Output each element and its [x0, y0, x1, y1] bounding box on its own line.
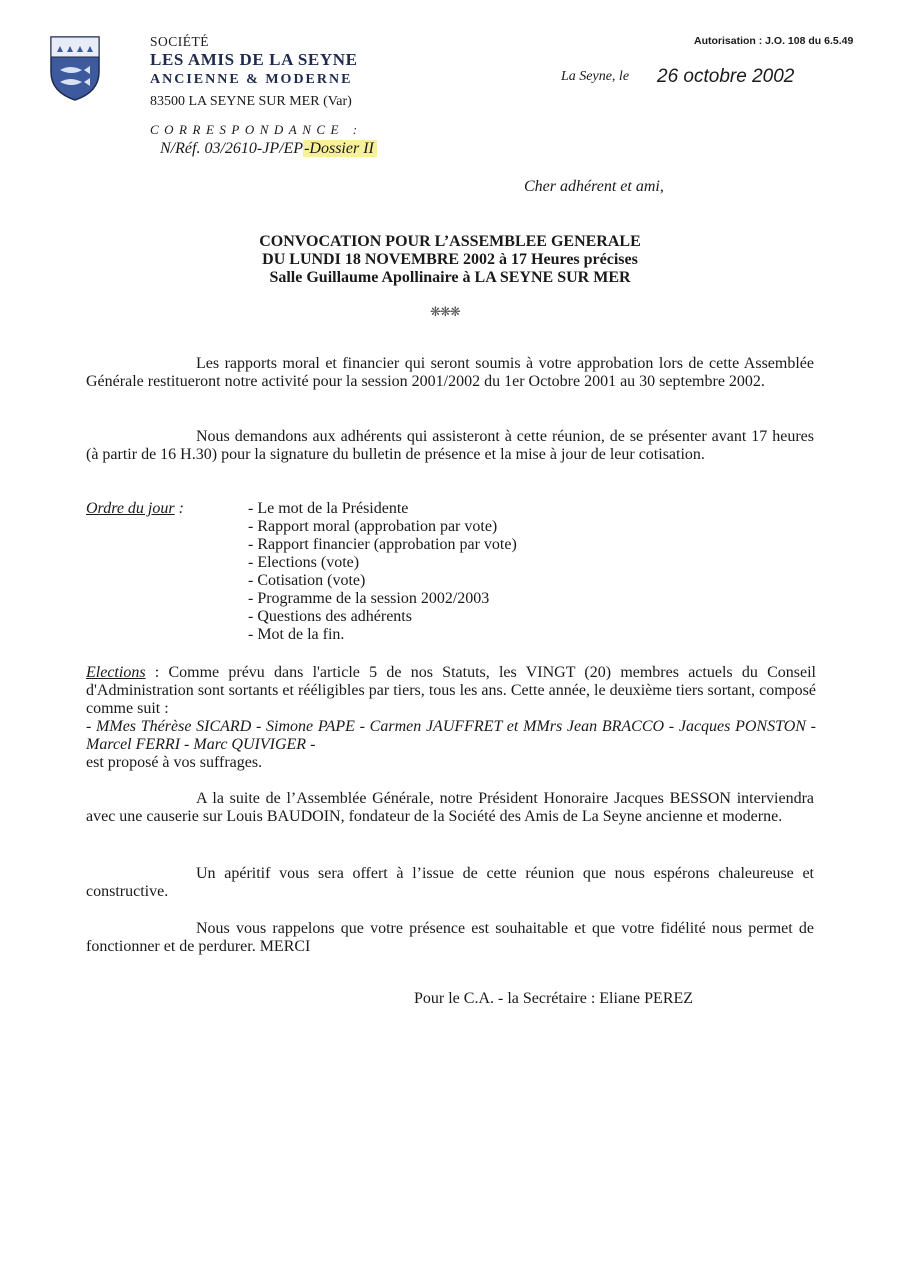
reference-number: N/Réf. 03/2610-JP/EP — [160, 140, 304, 157]
elections-label: Elections — [86, 664, 146, 681]
agenda-list — [248, 500, 517, 644]
agenda-item: - Programme de la session 2002/2003 — [248, 590, 490, 607]
agenda-item: - Elections (vote) — [248, 554, 360, 571]
elections-text: : Comme prévu dans l'article 5 de nos Statuts, les VINGT (20) membres actuels du Conseil d'Administration sont sortants et rééligibles par tiers, tous les ans. Cette année, le deuxième tiers sortant, composé comme suit : — [86, 664, 816, 717]
org-name: LES AMIS DE LA SEYNE — [150, 50, 358, 69]
signature-line: Pour le C.A. - la Secrétaire : Eliane PEREZ — [414, 990, 694, 1007]
agenda-item: - Rapport financier (approbation par vote) — [248, 536, 517, 553]
paragraph-reports: Les rapports moral et financier qui seront soumis à votre approbation lors de cette Assemblée Générale restitueront notre activité pour la session 2001/2002 du 1er Octobre 2001 au 30 septembre 2002. — [86, 355, 814, 390]
org-subtitle: ANCIENNE & MODERNE — [150, 72, 353, 87]
agenda-label-text: Ordre du jour — [86, 500, 175, 517]
elections-candidates: - MMes Thérèse SICARD - Simone PAPE - Carmen JAUFFRET et MMrs Jean BRACCO - Jacques PONSTON - Marcel FERRI - Marc QUIVIGER - — [86, 718, 816, 753]
org-address: 83500 LA SEYNE SUR MER (Var) — [150, 94, 352, 109]
reference-line — [160, 140, 377, 158]
paragraph-arrival: Nous demandons aux adhérents qui assisteront à cette réunion, de se présenter avant 17 heures (à partir de 16 H.30) pour la signature du bulletin de présence et la mise à jour de leur cotisation. — [86, 428, 814, 463]
agenda-item: - Cotisation (vote) — [248, 572, 366, 589]
elections-section — [86, 664, 816, 772]
paragraph-aperitif: Un apéritif vous sera offert à l’issue de cette réunion que nous espérons chaleureuse et constructive. — [86, 865, 814, 900]
title-line-1: CONVOCATION POUR L’ASSEMBLEE GENERALE — [259, 233, 641, 250]
title-line-3: Salle Guillaume Apollinaire à LA SEYNE SUR MER — [269, 269, 631, 286]
reference-highlight: -Dossier II — [303, 140, 377, 157]
org-prefix: SOCIÉTÉ — [150, 34, 209, 49]
society-crest-logo — [48, 34, 102, 102]
agenda-label — [86, 500, 184, 518]
paragraph-talk: A la suite de l’Assemblée Générale, notre Président Honoraire Jacques BESSON interviendra avec une causerie sur Louis BAUDOIN, fondateur de la Société des Amis de La Seyne ancienne et moderne. — [86, 790, 814, 825]
authorisation-note: Autorisation : J.O. 108 du 6.5.49 — [694, 35, 854, 47]
agenda-item: - Questions des adhérents — [248, 608, 412, 625]
title-line-2: DU LUNDI 18 NOVEMBRE 2002 à 17 Heures précises — [262, 251, 638, 268]
separator-ornament: ❋❋❋ — [430, 304, 460, 319]
agenda-label-colon: : — [174, 500, 184, 517]
agenda-item: - Le mot de la Présidente — [248, 500, 409, 517]
place-label: La Seyne, le — [561, 69, 630, 84]
agenda-item: - Rapport moral (approbation par vote) — [248, 518, 498, 535]
greeting: Cher adhérent et ami, — [524, 178, 664, 195]
correspondance-label: CORRESPONDANCE : — [150, 122, 363, 137]
letter-date: 26 octobre 2002 — [657, 66, 795, 87]
elections-closing: est proposé à vos suffrages. — [86, 754, 263, 771]
agenda-item: - Mot de la fin. — [248, 626, 345, 643]
paragraph-reminder: Nous vous rappelons que votre présence est souhaitable et que votre fidélité nous permet de fonctionner et de perdurer. MERCI — [86, 920, 814, 955]
